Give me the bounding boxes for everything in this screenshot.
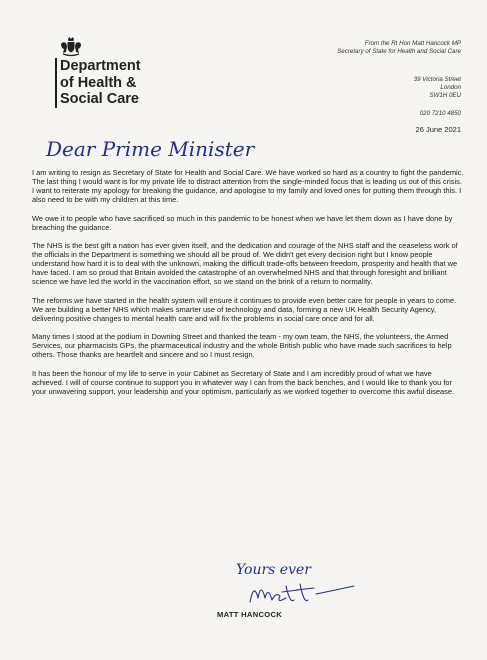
paragraph: The reforms we have started in the health system will ensure it continues to provide even better care for people in years to come. We are building a better NHS which makes smarter use of technology and data, forming a new UK Health Security Agency, delivering positive changes to mental health care and will fix the problems in social care once and for all. — [32, 295, 457, 323]
sender-block — [221, 40, 461, 56]
paragraph: It has been the honour of my life to serve in your Cabinet as Secretary of State and I am incredibly proud of what we have achieved. I will of course continue to support you in whatever way I can from the back benches, and I would like to thank you for your unwavering support, your leadership and your optimism, particularly as we worked together to overcome this awful disease. — [32, 368, 455, 396]
sender-line-1: From the Rt Hon Matt Hancock MP — [364, 40, 461, 47]
sender-line-2: Secretary of State for Health and Social Care — [337, 48, 461, 55]
signature — [246, 576, 366, 610]
paragraph: I am writing to resign as Secretary of State for Health and Social Care. We have worked so hard as a country to fight the pandemic. The last thing I would want is for my private life to distract attention from the single-minded focus that is leading us out of this crisis. I want to reiterate my apology for breaking the guidance, and apologise to my family and loved ones for putting them through this. I also need to be with my children at this time. — [32, 168, 464, 205]
address-block — [341, 76, 461, 100]
address-line-3: SW1H 0EU — [429, 92, 461, 99]
signatory-name: MATT HANCOCK — [217, 610, 283, 619]
phone-number: 020 7210 4850 — [419, 110, 461, 117]
department-name — [60, 58, 141, 108]
address-line-2: London — [440, 84, 461, 91]
handwritten-salutation — [40, 130, 300, 166]
salutation-text: Dear Prime Minister — [46, 137, 255, 161]
department-name-line-2: of Health & — [60, 74, 137, 91]
address-line-1: 39 Victoria Street — [413, 76, 461, 83]
paragraph: The NHS is the best gift a nation has ever given itself, and the dedication and courage of the NHS staff and the ceaseless work of the officials in the Department is something we should all be proud of. We didn't get every decision right but I know people understand how hard it is to deal with the unknown, making the difficult trade-offs between freedom, prosperity and health that we have faced. I am so proud that Britain avoided the catastrophe of an overwhelmed NHS and that through foresight and brilliant science we have led the world in the vaccination effort, so we stand on the brink of a return to normality. — [32, 240, 458, 287]
paragraph: Many times I stood at the podium in Downing Street and thanked the team - my own team, the NHS, the volunteers, the Armed Services, our pharmacists GPs, the pharmaceutical industry and the whole British public who have made such sacrifices to help others. Those thanks are heartfelt and sincere and so I must resign. — [32, 332, 452, 360]
department-name-line-1: Department — [60, 58, 141, 74]
paragraph: We owe it to people who have sacrificed so much in this pandemic to be honest when we have let them down as I have done by breaching the guidance. — [32, 213, 453, 232]
department-name-line-3: Social Care — [60, 91, 139, 107]
letterhead-rule — [55, 58, 57, 108]
closing-text: Yours ever — [236, 562, 311, 578]
royal-coat-of-arms-icon — [58, 36, 84, 58]
letter-body — [32, 168, 464, 405]
letter-date: 26 June 2021 — [415, 125, 461, 134]
